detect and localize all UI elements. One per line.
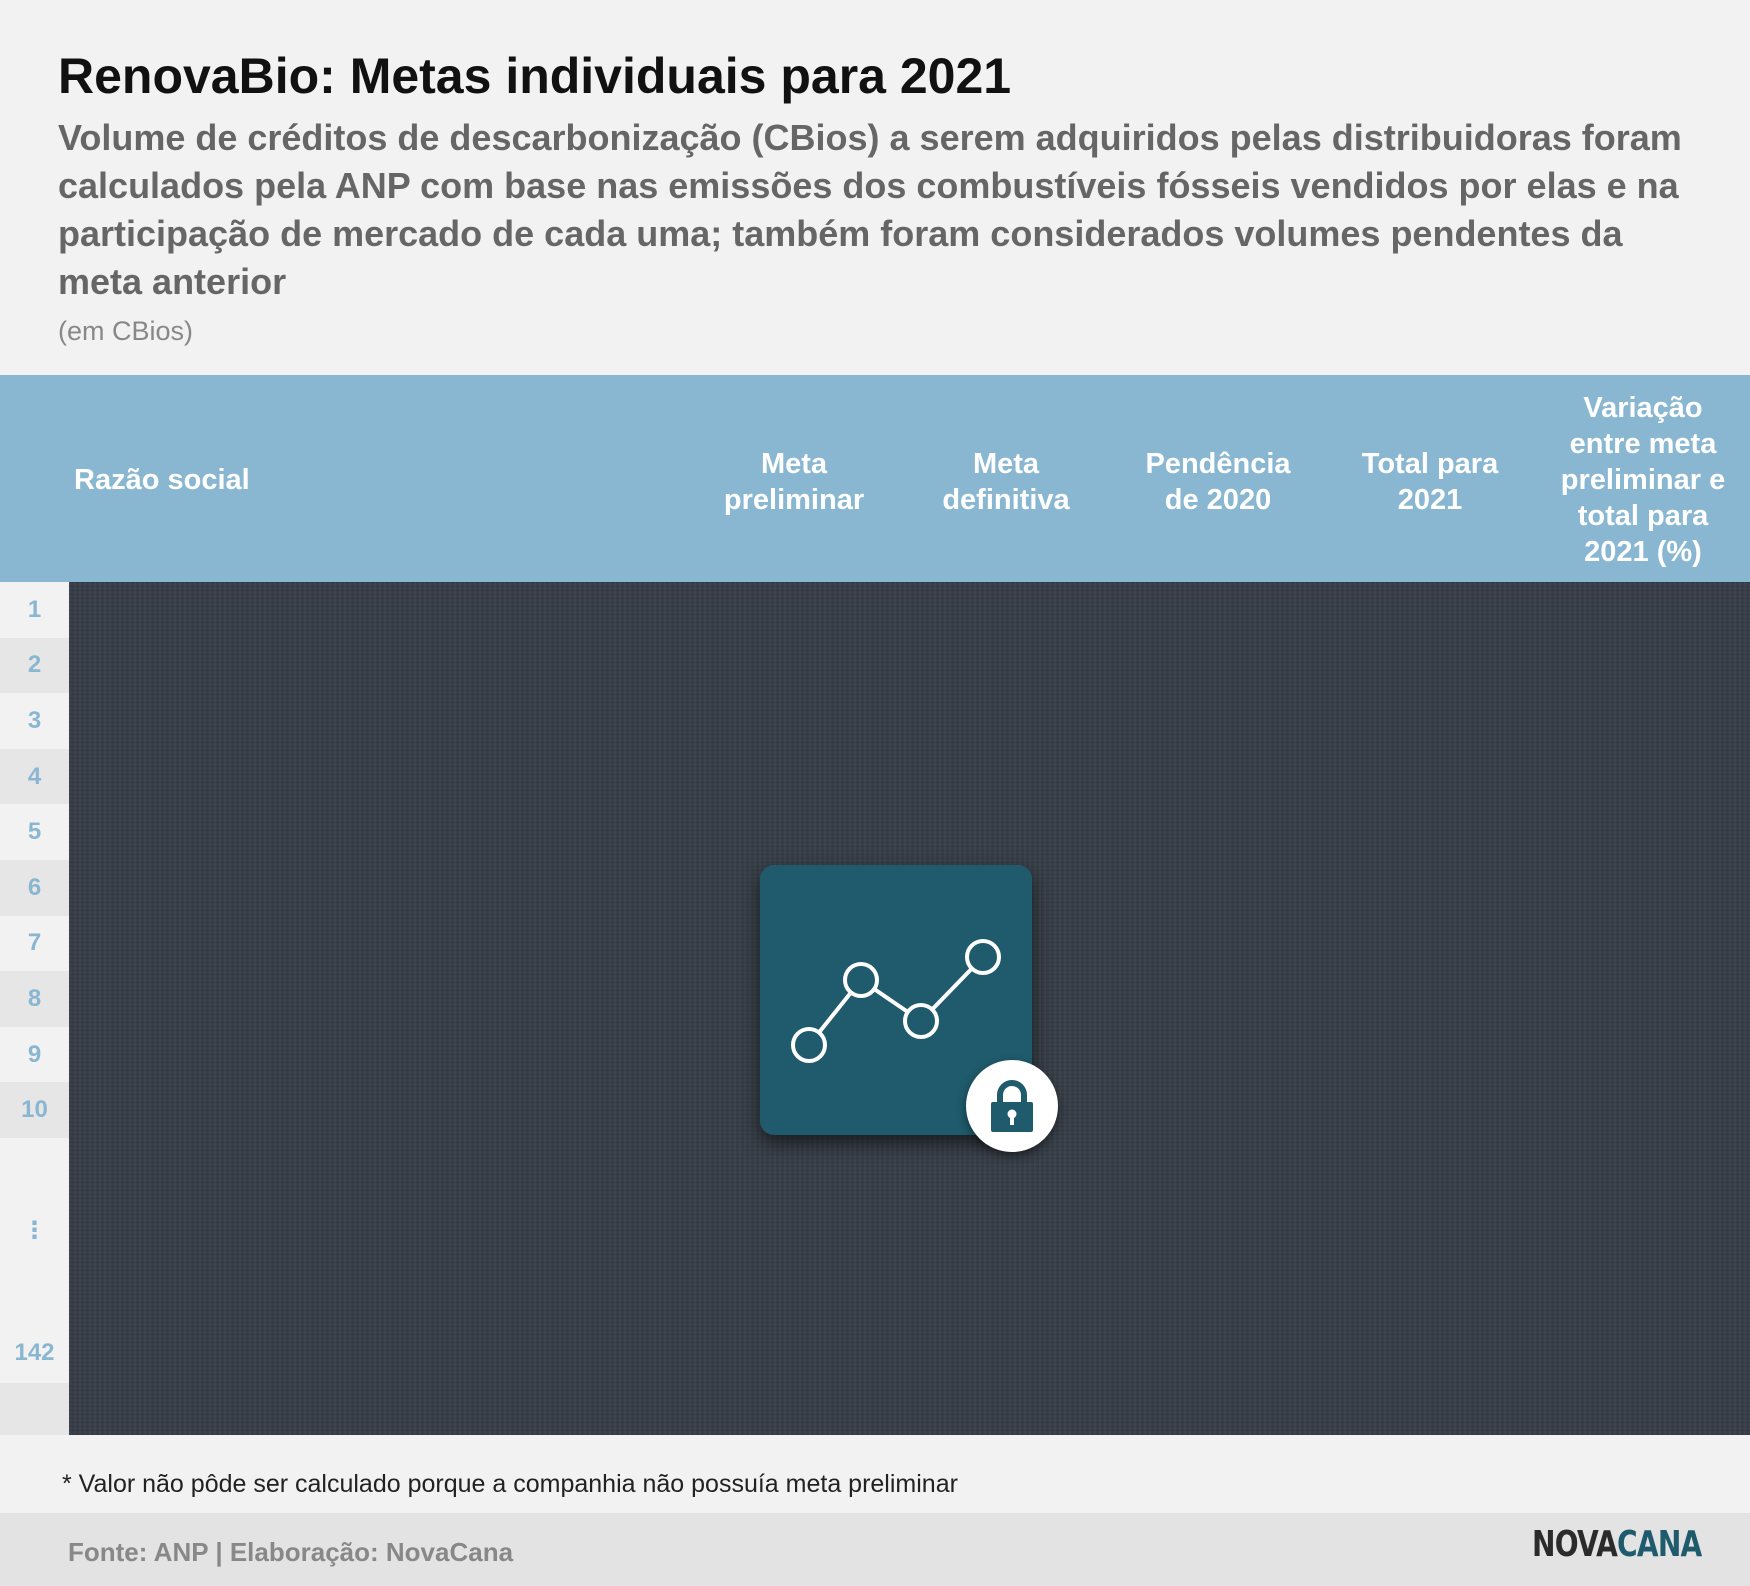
chart-header [58,44,1682,347]
row-number: 142 [14,1339,55,1367]
lock-badge[interactable] [966,1060,1058,1152]
row-number: 7 [27,929,42,957]
row-number-empty [0,1383,69,1435]
row-number: 4 [0,749,69,805]
logo-part-nova: NOVA [1532,1524,1618,1565]
row-number: 8 [0,971,69,1027]
row-number: 5 [27,818,42,846]
page-title: RenovaBio: Metas individuais para 2021 [58,48,1012,104]
row-number-column [0,582,69,1435]
row-number: 6 [0,860,69,916]
column-header-total: Total para 2021 [1361,448,1499,516]
page-subtitle: Volume de créditos de descarbonização (CBios) a serem adquiridos pelas distribuidoras foram calculados pela ANP com base nas emissões dos combustíveis fósseis vendidos por elas e na participação de mercado de cada uma; também foram considerados volumes pendentes da meta anterior [58,117,1682,302]
row-number: 10 [0,1082,69,1138]
row-number: 1 [27,595,42,623]
column-header-meta-preliminar: Meta preliminar [723,448,865,516]
column-header-variacao: Variação entre meta preliminar e total para 2021 (%) [1560,392,1726,568]
row-number-ellipsis: ⋮ [22,1217,47,1245]
column-header-name: Razão social [74,464,250,496]
footnote: * Valor não pôde ser calculado porque a companhia não possuía meta preliminar [62,1470,958,1498]
row-number: 9 [27,1040,42,1068]
unit-label: (em CBios) [58,316,194,346]
logo-part-cana: CANA [1617,1524,1702,1565]
column-header-meta-definitiva: Meta definitiva [942,448,1070,516]
column-header-pendencia: Pendência de 2020 [1145,448,1291,516]
row-number: 3 [27,706,42,734]
row-number: 2 [0,638,69,694]
source-credit: Fonte: ANP | Elaboração: NovaCana [68,1537,514,1567]
padlock-icon [989,1079,1035,1133]
novacana-logo [1532,1524,1702,1565]
